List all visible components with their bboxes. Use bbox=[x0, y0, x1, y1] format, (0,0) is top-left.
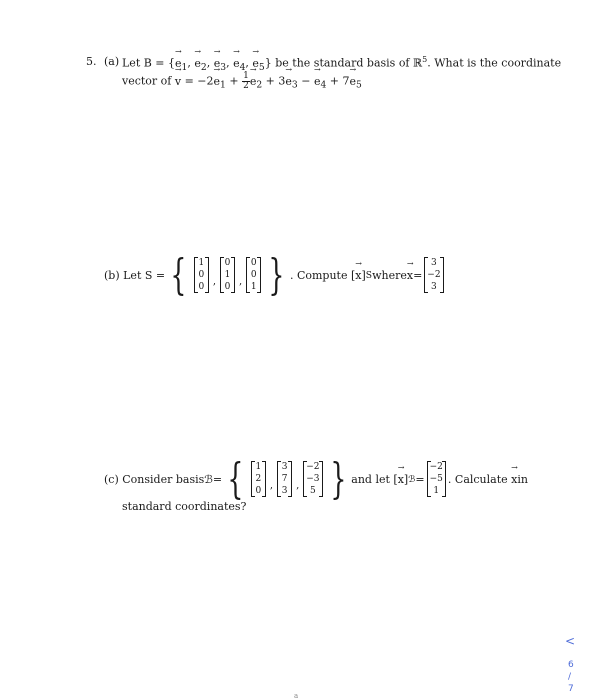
page-separator: / bbox=[568, 672, 572, 682]
matrix-entry: −3 bbox=[306, 474, 320, 484]
comma: , bbox=[269, 479, 274, 491]
part-c-text1: Consider basis bbox=[122, 472, 205, 486]
equals: = bbox=[415, 472, 425, 486]
left-brace: { bbox=[170, 250, 187, 299]
basis-sub: 5 bbox=[258, 61, 265, 73]
part-a-op: − bbox=[297, 74, 314, 88]
comma: , bbox=[212, 275, 217, 287]
part-a-text1: Let B = { bbox=[122, 56, 176, 70]
matrix-entry: 2 bbox=[255, 474, 262, 484]
right-brace: } bbox=[268, 250, 285, 299]
basis-e: → e bbox=[350, 75, 357, 88]
dimension-sup: 5 bbox=[422, 55, 428, 64]
part-a-coef: + 3 bbox=[262, 74, 286, 88]
basis-sub: 1 bbox=[181, 61, 188, 73]
matrix-entry: 0 bbox=[250, 270, 257, 280]
vector-v: → v bbox=[175, 75, 181, 88]
part-a-label: (a) bbox=[104, 55, 120, 68]
part-b-text4: where bbox=[372, 268, 407, 282]
chevron-left-icon[interactable]: < bbox=[565, 634, 576, 648]
vector-x: → x bbox=[398, 473, 404, 486]
matrix-entry: 7 bbox=[281, 474, 288, 484]
matrix-entry: 0 bbox=[198, 282, 205, 292]
part-a-text2: } be the standard basis of ℝ bbox=[264, 56, 423, 70]
basis-vector-matrix bbox=[220, 257, 235, 293]
basis-e: → e bbox=[285, 75, 292, 88]
basis-vector-matrix bbox=[251, 461, 266, 497]
right-brace: } bbox=[329, 454, 346, 503]
basis-sub: 1 bbox=[220, 79, 226, 91]
part-a-line1: Let B = {→ $e_1$, → $e_2$, → $e_3$, → $e_4$, → $e_5$} be the standard basis of ℝ$^5$. What is the coordinate bbox=[122, 55, 561, 73]
basis-e: → e bbox=[175, 57, 182, 70]
basis-subscript: ℬ bbox=[408, 473, 416, 485]
basis-vector-matrix bbox=[246, 257, 261, 293]
basis-vector-matrix bbox=[303, 461, 322, 497]
basis-sub: 2 bbox=[256, 79, 263, 91]
basis-e: → e bbox=[214, 75, 221, 88]
fraction-numerator: 1 bbox=[243, 71, 249, 81]
matrix-entry: 1 bbox=[433, 486, 440, 496]
basis-e: → e bbox=[214, 57, 221, 70]
part-b-text2: . Compute [ bbox=[289, 268, 356, 282]
basis-e: → e bbox=[252, 57, 259, 70]
part-a-text3: . What is the coordinate bbox=[427, 56, 562, 70]
basis-vector-matrix bbox=[277, 461, 292, 497]
matrix-entry: 0 bbox=[255, 486, 262, 496]
matrix-entry: 0 bbox=[224, 258, 231, 268]
basis-e: → e bbox=[233, 57, 240, 70]
basis-e: → e bbox=[194, 57, 201, 70]
vector-x: → x bbox=[355, 269, 361, 282]
matrix-entry: 0 bbox=[198, 270, 205, 280]
part-c-label: (c) bbox=[104, 472, 119, 486]
matrix-entry: 1 bbox=[255, 462, 262, 472]
part-c-line2: standard coordinates? bbox=[122, 500, 247, 513]
basis-sub: 5 bbox=[356, 79, 362, 91]
part-c-text6: . Calculate bbox=[447, 472, 508, 486]
matrix-entry: 3 bbox=[431, 282, 437, 292]
comma: , bbox=[239, 275, 243, 287]
basis-e: → e bbox=[314, 75, 321, 88]
matrix-entry: −2 bbox=[427, 270, 441, 280]
part-c-text7: in bbox=[517, 472, 528, 486]
vector-x: → x bbox=[511, 473, 517, 486]
matrix-entry: 5 bbox=[310, 486, 316, 496]
basis-sub: 4 bbox=[320, 79, 327, 91]
matrix-entry: 3 bbox=[431, 258, 437, 268]
comma: , bbox=[296, 479, 300, 491]
part-c-text3: and let [ bbox=[351, 472, 398, 486]
part-a-line2-text: vector of bbox=[122, 74, 175, 88]
total-pages: 7 bbox=[568, 684, 574, 694]
matrix-entry: −5 bbox=[429, 474, 443, 484]
bracket-close: ] bbox=[403, 472, 409, 486]
part-c-line bbox=[104, 454, 528, 504]
part-b-label: (b) bbox=[104, 268, 120, 282]
basis-sub: 3 bbox=[291, 79, 298, 91]
basis-sub: 4 bbox=[239, 61, 246, 73]
basis-sub: 2 bbox=[200, 61, 207, 73]
vector-x: → x bbox=[407, 269, 413, 282]
matrix-entry: −2 bbox=[306, 462, 320, 472]
basis-subscript: S bbox=[365, 269, 373, 281]
matrix-entry: −2 bbox=[429, 462, 443, 472]
part-a-op: + bbox=[225, 74, 243, 88]
basis-name: ℬ bbox=[204, 472, 213, 486]
fraction bbox=[242, 72, 250, 91]
matrix-entry: 0 bbox=[250, 258, 257, 268]
footer-mark: a bbox=[294, 692, 299, 700]
basis-sub: 3 bbox=[220, 61, 227, 73]
equals: = bbox=[413, 268, 423, 282]
part-a-coef: + 7 bbox=[326, 74, 350, 88]
basis-e: → e bbox=[250, 75, 257, 88]
part-a-line2 bbox=[122, 72, 362, 91]
matrix-entry: 0 bbox=[224, 282, 231, 292]
matrix-entry: 1 bbox=[250, 282, 257, 292]
bracket-close: ] bbox=[361, 268, 366, 282]
coordinate-vector-matrix bbox=[427, 461, 446, 497]
problem-number: 5. bbox=[86, 55, 97, 68]
matrix-entry: 3 bbox=[281, 462, 288, 472]
matrix-entry: 1 bbox=[224, 270, 231, 280]
current-page-number: 6 bbox=[568, 660, 574, 670]
equals: = bbox=[212, 472, 223, 486]
target-vector-matrix bbox=[424, 257, 443, 293]
fraction-denominator: 2 bbox=[243, 81, 249, 91]
matrix-entry: 3 bbox=[281, 486, 288, 496]
left-brace: { bbox=[227, 454, 244, 503]
part-a-coef: = −2 bbox=[181, 74, 214, 88]
matrix-entry: 1 bbox=[198, 258, 205, 268]
part-b-text1: Let S = bbox=[123, 268, 166, 282]
basis-vector-matrix bbox=[194, 257, 209, 293]
part-b-line bbox=[104, 250, 446, 300]
